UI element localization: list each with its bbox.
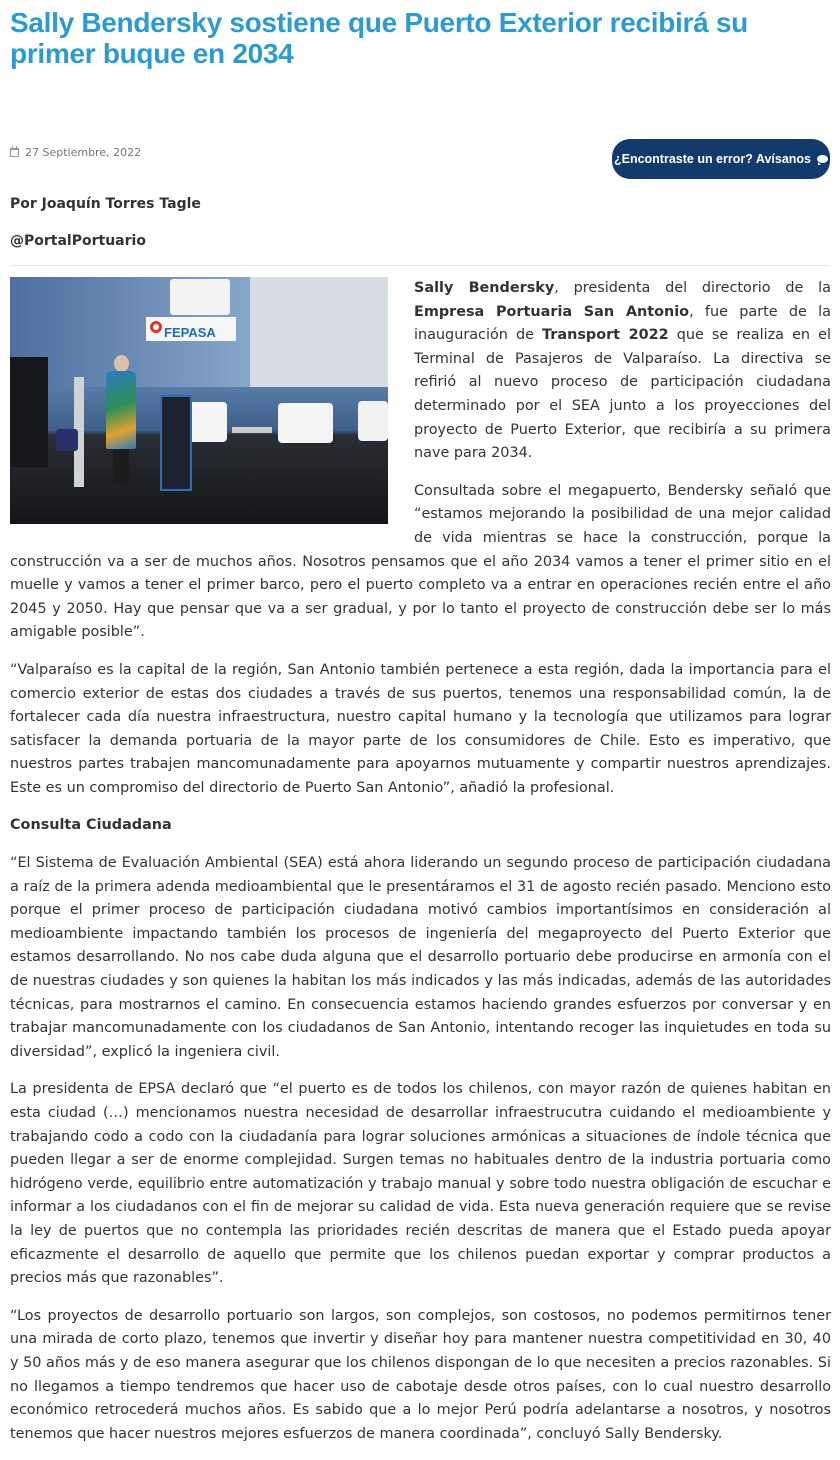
photo-lamp — [56, 429, 78, 451]
article-author: Por Joaquín Torres Tagle — [10, 196, 201, 212]
article-meta — [10, 146, 141, 159]
paragraph-6: “Los proyectos de desarrollo portuario son largos, son complejos, son costosos, no podemos permitirnos tener una mirada de corto plazo, tenemos que invertir y diseñar hoy para mantener nuestra competitividad en 30, 40 y 50 años más y de eso manera asegurar que los chilenos dispongan de lo que necesiten a precios razonables. Si no llegamos a tiempo tendremos que hacer uso de cabotaje desde otros países, con lo cual nuestro desarrollo económico retrocederá muchos años. Es sabido que a lo mejor Perú podría adelantarse a nosotros, y nosotros tenemos que hacer nuestros mejores esfuerzos de manera coordinada”, concluyó Sally Bendersky. — [10, 1307, 831, 1442]
paragraph-5: La presidenta de EPSA declaró que “el puerto es de todos los chilenos, con mayor razón de quienes habitan en esta ciudad (…) mencionamos nuestra necesidad de desarrollar infraestrucutra cuidando el medioambiente y trabajando codo a codo con la ciudadanía para lograr soluciones armónicas a situaciones de índole técnica que pueden llegar a ser de enorme complejidad. Surgen temas no habituales dentro de la industria portuaria como hidrógeno verde, equilibrio entre automatización y trabajo manual y sobre todo nuestra obligación de escuchar e informar a los ciudadanos con el fin de mejorar su calidad de vida. Esta nueva generación requiere que se revise la ley de puertos que no contempla las prioridades recién descritas de manera que el Estado pueda apoyar eficazmente el desarrollo de aquello que permite que los chilenos puedan exportar y comprar productos a precios más que razonables”. — [10, 1081, 831, 1287]
report-error-label: ¿Encontraste un error? Avísanos — [613, 152, 812, 166]
photo-chair — [358, 401, 388, 441]
article-photo — [10, 277, 388, 524]
photo-logo-tmp — [170, 279, 230, 315]
subheading: Consulta Ciudadana — [10, 817, 172, 834]
photo-podium — [160, 395, 192, 491]
photo-chair — [278, 403, 333, 443]
photo-banner — [250, 277, 388, 387]
photo-logo-fepasa — [146, 317, 236, 341]
photo-speaker-box — [10, 357, 48, 467]
author-handle: @PortalPortuario — [10, 233, 146, 249]
photo-logo-text: FEPASA — [164, 325, 216, 340]
report-error-button[interactable] — [612, 139, 830, 179]
photo-table — [232, 427, 272, 433]
article-title: Sally Bendersky sostiene que Puerto Exterior recibirá su primer buque en 2034 — [10, 7, 748, 69]
paragraph-1: Sally Bendersky, presidenta del directorio de la Empresa Portuaria San Antonio, fue parte de la inauguración de Transport 2022 que se realiza en el Terminal de Pasajeros de Valparaíso. La directiva se refirió al nuevo proceso de participación ciudadana determinado por el SEA junto a los proyecciones del proyecto de Puerto Exterior, que recibiría a su primera nave para 2034. — [414, 280, 832, 462]
comment-icon — [817, 155, 828, 163]
divider — [10, 265, 830, 266]
photo-speaker-person — [106, 355, 136, 485]
paragraph-2: Consultada sobre el megapuerto, Bendersky señaló que “estamos mejorando la posibilidad de una mejor calidad de vida mientras se hace la construcción, porque la construcción va a ser de muchos años. Nosotros pensamos que el año 2034 vamos a tener el primer sitio en el muelle y vamos a tener el primer barco, pero el puerto completo va a entrar en operaciones recién entre el año 2045 y 2050. Hay que pensar que va a ser gradual, y por lo tanto el proyecto de construcción debe ser lo más amigable posible”. — [10, 482, 831, 641]
article-date: 27 Septiembre, 2022 — [25, 146, 142, 159]
article-body — [10, 277, 831, 1460]
paragraph-3: “Valparaíso es la capital de la región, San Antonio también pertenece a esta región, dada la importancia para el comercio exterior de estas dos ciudades a través de sus puertos, tenemos una responsabilidad común, la de fortalecer cada día nuestra infraestructura, nuestro capital humano y la tecnología que utilizamos para lograr satisfacer la demanda portuaria de la mayor parte de los consumidores de Chile. Esto es imperativo, que nuestros partes trabajen mancomunadamente para apoyarnos mutuamente y compartir nuestros aprendizajes. Este es un compromiso del directorio de Puerto San Antonio”, añadió la profesional. — [10, 661, 831, 796]
calendar-icon — [10, 148, 19, 157]
paragraph-4: “El Sistema de Evaluación Ambiental (SEA) está ahora liderando un segundo proceso de participación ciudadana a raíz de la primera adenda medioambiental que le presentáramos el 31 de agosto recién pasado. Menciono esto porque el primer proceso de participación ciudadana motivó cambios importantísimos en consideración al medioambiente impactando también los procesos de ingeniería del megaproyecto del Puerto Exterior que estamos desarrollando. No nos cabe duda alguna que el desarrollo portuario debe producirse en armonía con el de nuestras ciudades y son quienes la habitan los más indicados y las más indicadas, además de las autoridades técnicas, para mostrarnos el camino. En consecuencia estamos haciendo grandes esfuerzos por conversar y en trabajar mancomunadamente con los ciudadanos de San Antonio, intentando recoger las inquietudes en toda su diversidad”, explicó la ingeniera civil. — [10, 855, 831, 1060]
